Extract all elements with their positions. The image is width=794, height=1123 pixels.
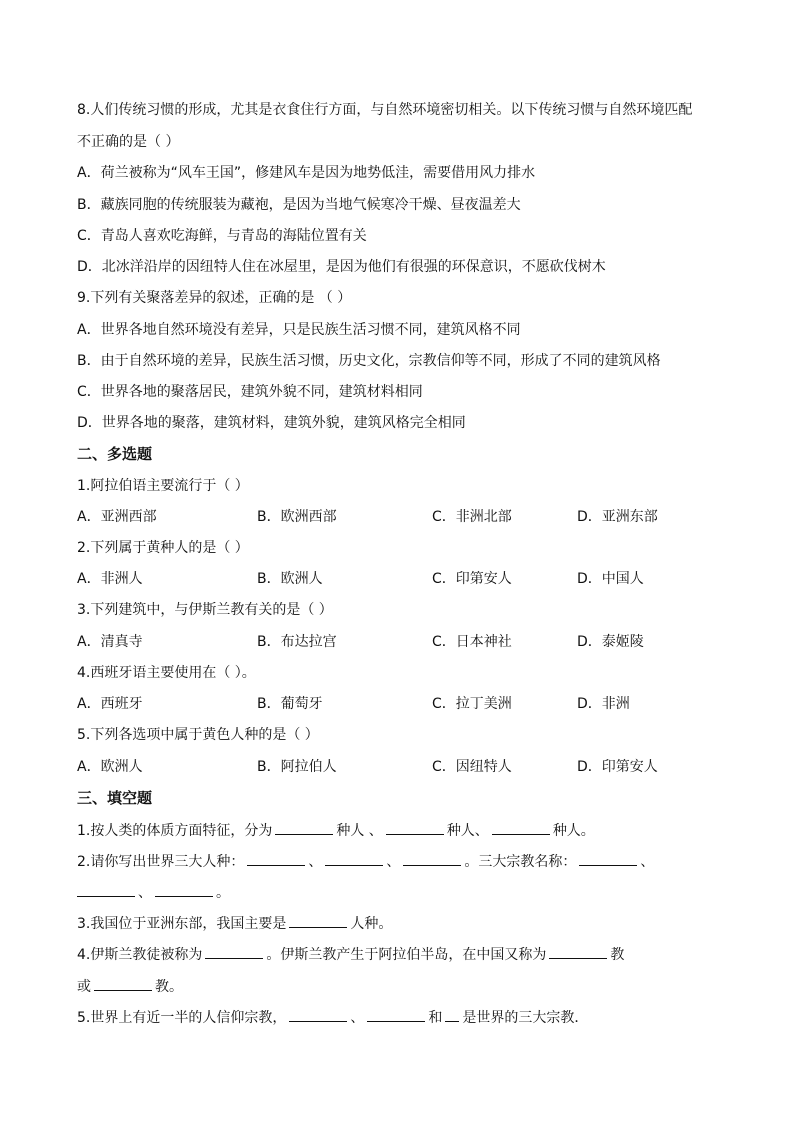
mc-q5-option-a: A．欧洲人: [77, 759, 143, 775]
mc-q2-option-d: D．中国人: [577, 571, 644, 587]
q9-option-b: B．由于自然环境的差异，民族生活习惯，历史文化，宗教信仰等不同，形成了不同的建筑风格: [77, 353, 661, 369]
answer-blank[interactable]: [403, 851, 461, 866]
fb-q2-text-1: 2.请你写出世界三大人种：: [77, 854, 245, 870]
fb-q4-line2: [77, 976, 183, 997]
mc-q5-stem: 5.下列各选项中属于黄色人种的是（ ）: [77, 727, 319, 743]
mc-q3-stem: 3.下列建筑中，与伊斯兰教有关的是（ ）: [77, 602, 333, 618]
q9-stem: 9.下列有关聚落差异的叙述，正确的是 （ ）: [77, 290, 352, 306]
mc-q3-option-a: A．清真寺: [77, 634, 143, 650]
mc-q4-option-b: B．葡萄牙: [257, 696, 323, 712]
q8-option-a: A．荷兰被称为“风车王国”，修建风车是因为地势低洼，需要借用风力排水: [77, 165, 536, 181]
fb-q5: [77, 1007, 588, 1028]
mc-q1-option-d: D．亚洲东部: [577, 509, 658, 525]
answer-blank[interactable]: [549, 944, 607, 959]
q8-stem-line2: 不正确的是（ ）: [77, 134, 180, 150]
answer-blank[interactable]: [492, 820, 550, 835]
mc-q2-stem: 2.下列属于黄种人的是（ ）: [77, 540, 249, 556]
mc-q1-option-a: A．亚洲西部: [77, 509, 157, 525]
mc-q2-option-b: B．欧洲人: [257, 571, 323, 587]
fb-q4-text-4: 或: [77, 979, 91, 995]
fb-q3: [77, 913, 392, 934]
q8-option-d: D．北冰洋沿岸的因纽特人住在冰屋里，是因为他们有很强的环保意识，不愿砍伐树木: [77, 259, 606, 275]
fb-q4-line1: [77, 944, 624, 965]
mc-q2-option-c: C．印第安人: [432, 571, 512, 587]
fb-q2-text-2: 、: [308, 854, 323, 870]
fb-q4-text-2: 。伊斯兰教产生于阿拉伯半岛，在中国又称为: [266, 947, 547, 963]
answer-blank[interactable]: [367, 1007, 425, 1022]
section-heading-multi-choice: 二、多选题: [77, 445, 153, 463]
fb-q2-line1: [77, 851, 654, 872]
mc-q1-option-c: C．非洲北部: [432, 509, 512, 525]
mc-q3-option-b: B．布达拉宫: [257, 634, 337, 650]
answer-blank[interactable]: [325, 851, 383, 866]
q9-option-c: C．世界各地的聚落居民，建筑外貌不同，建筑材料相同: [77, 384, 423, 400]
fb-q5-text-1: 5.世界上有近一半的人信仰宗教，: [77, 1010, 287, 1026]
mc-q2-option-a: A．非洲人: [77, 571, 143, 587]
fb-q4-text-3: 教: [610, 947, 625, 963]
fb-q1-text-2: 种人 、: [336, 823, 383, 839]
fb-q1-text-4: 种人。: [552, 823, 595, 839]
fb-q3-text-1: 3.我国位于亚洲东部，我国主要是: [77, 916, 287, 932]
answer-blank[interactable]: [445, 1007, 459, 1022]
fb-q3-text-2: 人种。: [350, 916, 393, 932]
mc-q5-option-b: B．阿拉伯人: [257, 759, 337, 775]
answer-blank[interactable]: [247, 851, 305, 866]
answer-blank[interactable]: [94, 976, 152, 991]
mc-q3-option-d: D．泰姬陵: [577, 634, 644, 650]
fb-q1-text-1: 1.按人类的体质方面特征，分为: [77, 823, 273, 839]
answer-blank[interactable]: [386, 820, 444, 835]
answer-blank[interactable]: [289, 913, 347, 928]
q9-option-a: A．世界各地自然环境没有差异，只是民族生活习惯不同，建筑风格不同: [77, 322, 521, 338]
fb-q2-text-6: 、: [138, 885, 152, 901]
fb-q5-text-2: 、: [350, 1010, 365, 1026]
answer-blank[interactable]: [289, 1007, 347, 1022]
fb-q4-text-1: 4.伊斯兰教徒被称为: [77, 947, 203, 963]
mc-q1-option-b: B．欧洲西部: [257, 509, 337, 525]
fb-q2-text-5: 、: [640, 854, 655, 870]
fb-q4-text-5: 教。: [155, 979, 183, 995]
mc-q5-option-c: C．因纽特人: [432, 759, 512, 775]
mc-q4-option-d: D．非洲: [577, 696, 630, 712]
mc-q4-option-a: A．西班牙: [77, 696, 143, 712]
fb-q2-text-4: 。三大宗教名称：: [464, 854, 577, 870]
mc-q1-stem: 1.阿拉伯语主要流行于（ ）: [77, 478, 249, 494]
mc-q4-stem: 4.西班牙语主要使用在（ ）。: [77, 665, 256, 681]
fb-q2-text-3: 、: [386, 854, 401, 870]
answer-blank[interactable]: [275, 820, 333, 835]
fb-q2-line2: [77, 882, 230, 903]
mc-q4-option-c: C．拉丁美洲: [432, 696, 512, 712]
fb-q1-text-3: 种人、: [446, 823, 489, 839]
fb-q5-text-4: 是世界的三大宗教．: [462, 1010, 589, 1026]
mc-q5-option-d: D．印第安人: [577, 759, 658, 775]
answer-blank[interactable]: [579, 851, 637, 866]
fb-q1: [77, 820, 595, 841]
fb-q5-text-3: 和: [428, 1010, 443, 1026]
q9-option-d: D．世界各地的聚落，建筑材料，建筑外貌，建筑风格完全相同: [77, 415, 466, 431]
section-heading-fill-blank: 三、填空题: [77, 789, 153, 807]
answer-blank[interactable]: [77, 882, 135, 897]
q8-stem-line1: 8.人们传统习惯的形成，尤其是衣食住行方面，与自然环境密切相关。以下传统习惯与自然环境匹配: [77, 102, 693, 118]
answer-blank[interactable]: [205, 944, 263, 959]
answer-blank[interactable]: [155, 882, 213, 897]
fb-q2-text-7: 。: [216, 885, 230, 901]
q8-option-c: C．青岛人喜欢吃海鲜，与青岛的海陆位置有关: [77, 228, 367, 244]
mc-q3-option-c: C．日本神社: [432, 634, 512, 650]
q8-option-b: B．藏族同胞的传统服装为藏袍，是因为当地气候寒冷干燥、昼夜温差大: [77, 197, 521, 213]
